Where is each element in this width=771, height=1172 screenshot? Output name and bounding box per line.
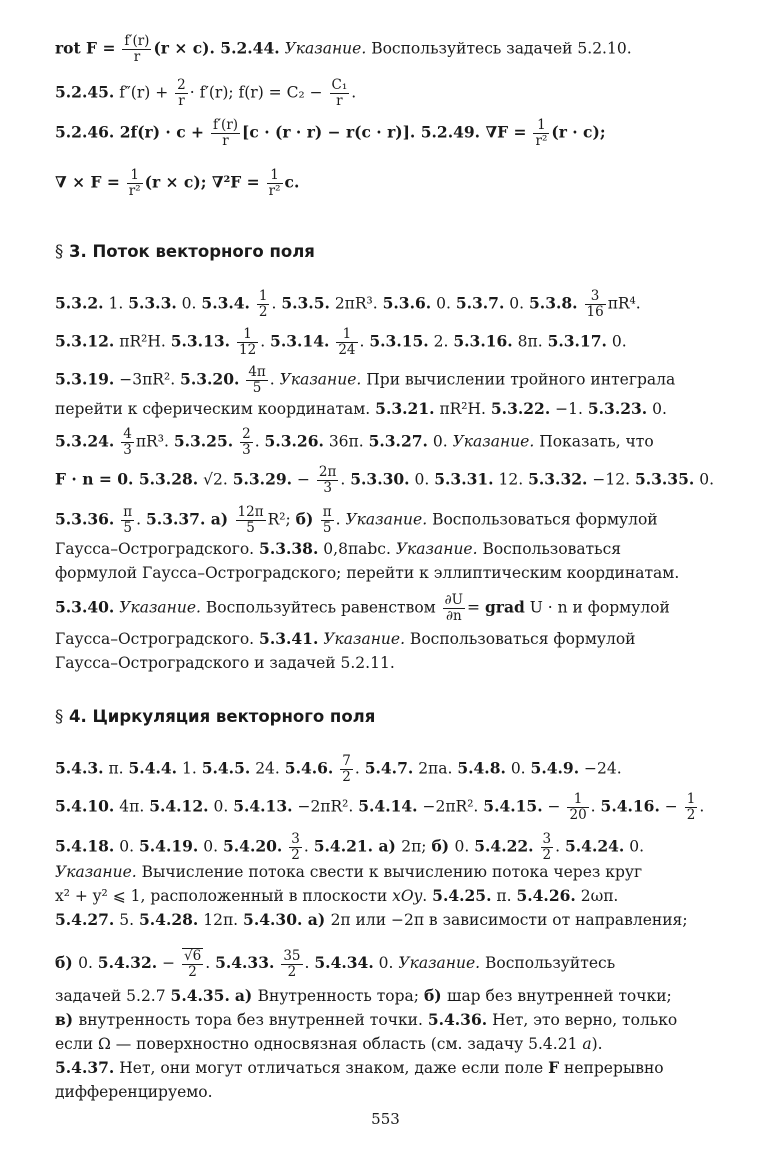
section-3-answers — [55, 289, 725, 677]
answer-line: б) 0. 5.4.32. − $\frac{√6}{2}$ . 5.4.33. $\frac{35}{2}$ . 5.4.34. 0. Указание. Воспользуйтесь — [55, 947, 616, 980]
problem-number: 5.2.45. — [55, 82, 115, 102]
answer-line: формулой Гаусса–Остроградского; перейти к эллиптическим координатам. — [55, 564, 680, 582]
section-4-answers — [55, 754, 725, 1106]
answer-line: rot F = $\frac{f'(r)}{r}$ (r × c). 5.2.44. Указание. Воспользуйтесь задачей 5.2.10. — [55, 33, 632, 65]
fraction: $\frac{1}{2}$ — [258, 288, 268, 320]
fraction: $\frac{35}{2}$ — [283, 947, 301, 980]
answer-line: 5.4.3. π. 5.4.4. 1. 5.4.5. 24. 5.4.6. $\frac{7}{2}$ . 5.4.7. 2πa. 5.4.8. 0. 5.4.9. −24. — [55, 753, 622, 785]
answer-line: ∇ × F = $\frac{1}{\text{r²}}$ (r × c); ∇²F = $\frac{1}{\text{r²}}$ c. — [55, 167, 300, 199]
answer-line: Гаусса–Остроградского. 5.3.38. 0,8πabc. Указание. Воспользоваться — [55, 539, 622, 558]
answer-line: 5.4.37. Нет, они могут отличаться знаком, даже если поле F непрерывно — [55, 1058, 664, 1077]
problem-number: 5.2.44. — [220, 38, 280, 58]
answer-line: если Ω — поверхностно односвязная область (см. задачу 5.4.21 а). — [55, 1035, 603, 1053]
hint-label: Указание. — [284, 39, 367, 58]
fraction: $\frac{2\pi}{3}$ — [318, 464, 337, 496]
answer-line: 5.3.2. 1. 5.3.3. 0. 5.3.4. $\frac{1}{2}$ . 5.3.5. 2πR³. 5.3.6. 0. 5.3.7. 0. 5.3.8. $\frac{3}{16}$ πR⁴. — [55, 288, 641, 320]
answer-line: 5.3.19. −3πR². 5.3.20. $\frac{4\pi}{5}$ . Указание. При вычислении тройного интеграла — [55, 364, 676, 396]
answer-line: 5.3.24. $\frac{4}{3}$ πR³. 5.3.25. $\frac{2}{3}$ . 5.3.26. 36π. 5.3.27. 0. Указание. Показать, что — [55, 426, 654, 458]
problem-number: 5.2.46. — [55, 122, 115, 142]
fraction: $\frac{\pi}{5}$ — [123, 504, 133, 536]
fraction: $\frac{1}{12}$ — [239, 326, 257, 358]
fraction: $\frac{\pi}{5}$ — [322, 504, 332, 536]
fraction: $\frac{4\pi}{5}$ — [248, 364, 266, 396]
fraction: $\frac{1}{24}$ — [338, 326, 356, 358]
fraction: $\frac{2}{r}$ — [177, 77, 186, 109]
answer-line: F · n = 0. 5.3.28. √2. 5.3.29. − $\frac{2\pi}{3}$ . 5.3.30. 0. 5.3.31. 12. 5.3.32. −12. 5.3.35. 0. — [55, 464, 714, 496]
fraction: $\frac{3}{2}$ — [542, 831, 552, 863]
formula-text: (r × c). — [153, 38, 221, 58]
answer-line: перейти к сферическим координатам. 5.3.21. πR²H. 5.3.22. −1. 5.3.23. 0. — [55, 399, 667, 418]
answer-line: x² + y² ⩽ 1, расположенный в плоскости xOy. 5.4.25. π. 5.4.26. 2ωπ. — [55, 886, 619, 905]
answer-line: 5.2.46. 2f(r) · c + $\frac{f'(r)}{r}$ [c · (r · r) − r(c · r)]. 5.2.49. ∇F = $\frac{1}{\text{r²}}$ (r · c); — [55, 117, 606, 149]
answer-line: задачей 5.2.7 5.4.35. а) Внутренность тора; б) шар без внутренней точки; — [55, 986, 672, 1005]
fraction: $\frac{1}{\text{r²}}$ — [268, 167, 281, 199]
answer-line: дифференцируемо. — [55, 1083, 213, 1101]
section-title: § 4. Циркуляция векторного поля — [55, 707, 376, 726]
fraction: $\frac{\partial U}{\partial n}$ — [444, 592, 464, 624]
fraction: $\frac{1}{20}$ — [569, 791, 587, 823]
fraction: $\frac{7}{2}$ — [342, 753, 351, 785]
answer-line: 5.3.40. Указание. Воспользуйтесь равенством $\frac{\partial U}{\partial n}$ = grad U · n и формулой — [55, 592, 670, 624]
answer-line: 5.4.27. 5. 5.4.28. 12π. 5.4.30. а) 2π или −2π в зависимости от направления; — [55, 910, 688, 929]
problem-number: 5.2.49. — [420, 122, 481, 142]
fraction: $\frac{12\pi}{5}$ — [237, 504, 264, 536]
answer-line: 5.2.45. f″(r) + $\frac{2}{r}$ · f′(r); f(r) = C₂ − $\frac{\text{C₁}}{r}$ . — [55, 77, 357, 109]
answer-line: Гаусса–Остроградского и задачей 5.2.11. — [55, 654, 395, 672]
formula-text: rot F = — [55, 38, 116, 58]
fraction: $\frac{1}{2}$ — [686, 791, 696, 823]
answer-line: в) внутренность тора без внутренней точки. 5.4.36. Нет, это верно, только — [55, 1010, 678, 1029]
fraction: $\frac{f'(r)}{r}$ — [212, 117, 239, 149]
answer-line: 5.4.10. 4π. 5.4.12. 0. 5.4.13. −2πR². 5.4.14. −2πR². 5.4.15. − $\frac{1}{20}$ . 5.4.16. − $\frac{1}{2}$ . — [55, 791, 705, 823]
fraction: $\frac{3}{16}$ — [586, 288, 604, 320]
fraction: $\frac{4}{3}$ — [123, 426, 132, 458]
fraction: $\frac{2}{3}$ — [242, 426, 251, 458]
fraction: $\frac{√6}{2}$ — [184, 948, 202, 980]
answer-line: 5.3.36. $\frac{\pi}{5}$ . 5.3.37. а) $\frac{12\pi}{5}$ R²; б) $\frac{\pi}{5}$ . Указание. Воспользоваться формулой — [55, 504, 658, 536]
fraction: $\frac{1}{\text{r²}}$ — [128, 167, 141, 199]
answer-line: Указание. Вычисление потока свести к вычислению потока через круг — [55, 863, 643, 881]
fraction: $\frac{1}{\text{r²}}$ — [535, 117, 548, 149]
fraction: $\frac{\text{C₁}}{r}$ — [331, 77, 348, 109]
fraction: $\frac{f'(r)}{r}$ — [124, 33, 150, 65]
answer-line: 5.3.12. πR²H. 5.3.13. $\frac{1}{12}$ . 5.3.14. $\frac{1}{24}$ . 5.3.15. 2. 5.3.16. 8π. 5.3.17. 0. — [55, 326, 627, 358]
page-number: 553 — [371, 1110, 400, 1128]
answer-line: Гаусса–Остроградского. 5.3.41. Указание. Воспользоваться формулой — [55, 629, 636, 648]
fraction: $\frac{3}{2}$ — [291, 831, 300, 863]
answer-line: 5.4.18. 0. 5.4.19. 0. 5.4.20. $\frac{3}{2}$ . 5.4.21. а) 2π; б) 0. 5.4.22. $\frac{3}{2}$ . 5.4.24. 0. — [55, 831, 645, 863]
section-title: § 3. Поток векторного поля — [55, 242, 315, 261]
